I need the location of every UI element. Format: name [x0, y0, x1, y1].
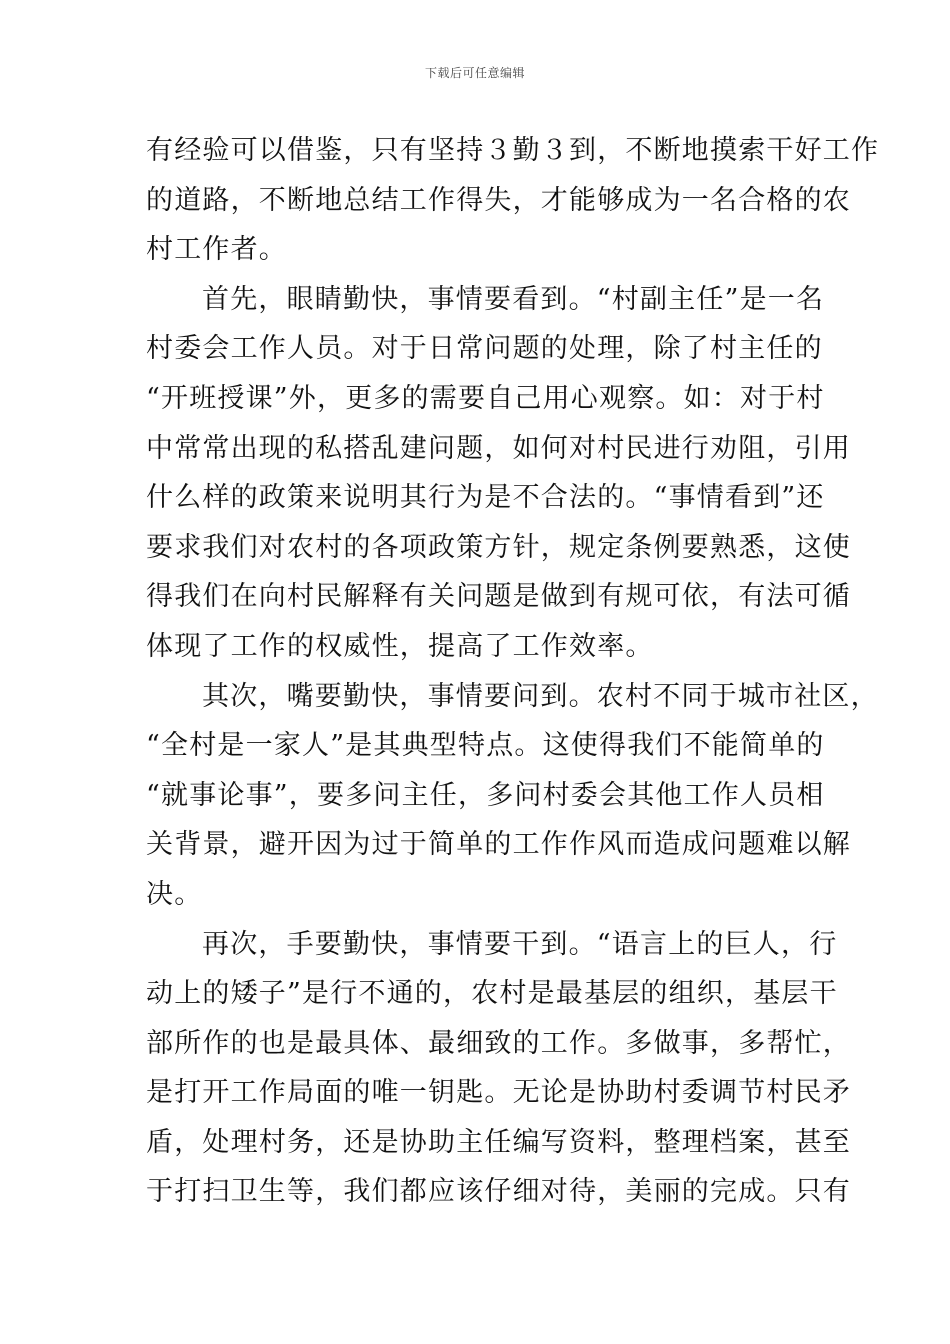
text-line: “开班授课”外，更多的需要自己用心观察。如：对于村 [146, 382, 825, 414]
text-line: 是打开工作局面的唯一钥匙。无论是协助村委调节村民矛 [146, 1077, 851, 1109]
text-line: 于打扫卫生等，我们都应该仔细对待，美丽的完成。只有 [146, 1176, 851, 1208]
text-line: 关背景，避开因为过于简单的工作作风而造成问题难以解 [146, 829, 851, 861]
text-line: 要求我们对农村的各项政策方针，规定条例要熟悉，这使 [146, 531, 851, 563]
text-line: 其次，嘴要勤快，事情要问到。农村不同于城市社区， [202, 680, 879, 712]
text-line: 中常常出现的私搭乱建问题，如何对村民进行劝阻，引用 [146, 432, 851, 464]
text-line: 盾，处理村务，还是协助主任编写资料，整理档案，甚至 [146, 1126, 851, 1158]
text-line: 部所作的也是最具体、最细致的工作。多做事，多帮忙， [146, 1027, 851, 1059]
text-line: “全村是一家人”是其典型特点。这使得我们不能简单的 [146, 730, 825, 762]
text-line: 村工作者。 [146, 234, 287, 266]
text-line: 体现了工作的权威性，提高了工作效率。 [146, 630, 654, 662]
text-line: 再次，手要勤快，事情要干到。“语言上的巨人，行 [202, 928, 838, 960]
text-line: 决。 [146, 878, 203, 910]
page-header: 下载后可任意编辑 [424, 66, 525, 80]
text-line: 什么样的政策来说明其行为是不合法的。“事情看到”还 [146, 482, 825, 514]
text-line: 得我们在向村民解释有关问题是做到有规可依，有法可循 [146, 581, 851, 613]
text-line: 首先，眼睛勤快，事情要看到。“村副主任”是一名 [202, 283, 825, 315]
text-line: 有经验可以借鉴，只有坚持３勤３到，不断地摸索干好工作 [146, 135, 880, 166]
text-line: 的道路，不断地总结工作得失，才能够成为一名合格的农 [146, 184, 851, 216]
text-line: 村委会工作人员。对于日常问题的处理，除了村主任的 [146, 333, 823, 365]
text-line: 动上的矮子”是行不通的，农村是最基层的组织，基层干 [146, 978, 838, 1010]
text-line: “就事论事”，要多问主任，多问村委会其他工作人员相 [146, 779, 825, 811]
body-text [146, 126, 880, 1217]
